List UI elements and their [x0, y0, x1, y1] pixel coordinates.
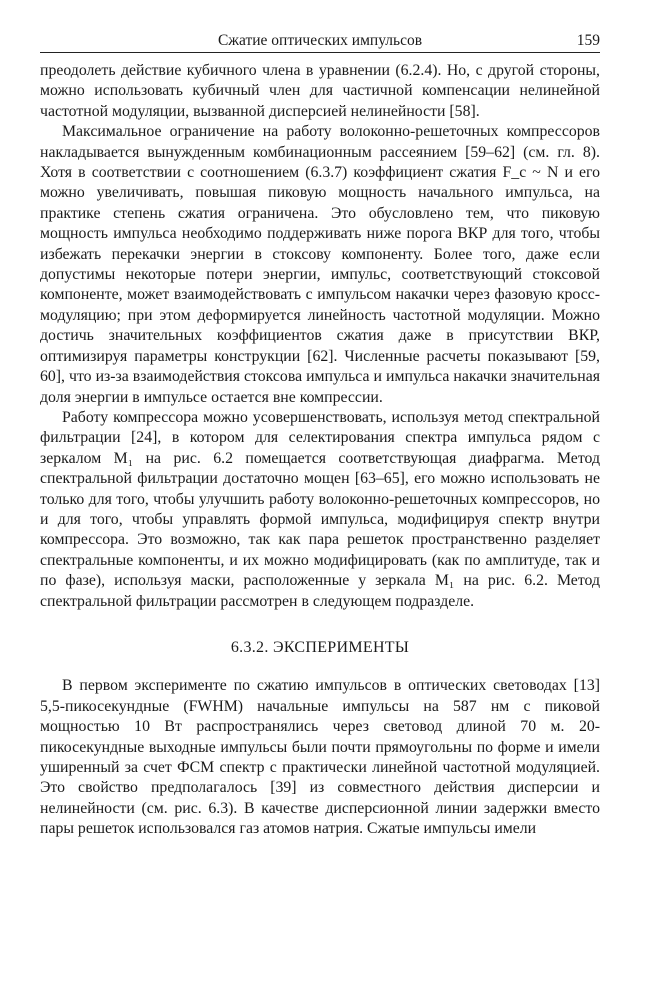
running-title: Сжатие оптических импульсов: [217, 32, 423, 49]
running-header: [40, 30, 600, 53]
paragraph-spectral-filtering: Работу компрессора можно усовершенствовать, используя метод спектральной фильтрации [24], в котором для селектирования спектра импульса рядом с зеркалом M₁ на рис. 6.2 помещается соответствующая диафрагма. Метод спектральной фильтрации достаточно мощен [63–65], его можно использовать не только для того, чтобы улучшить работу волоконно-решеточных компрессоров, но и для того, чтобы управлять формой импульса, модифицируя спектр внутри компрессора. Это возможно, так как пара решеток пространственно разделяет спектральные компоненты, и их можно модифицировать (как по амплитуде, так и по фазе), используя маски, расположенные у зеркала M₁ на рис. 6.2. Метод спектральной фильтрации рассмотрен в следующем подразделе.: [40, 408, 600, 610]
book-page: [40, 30, 600, 840]
paragraph-continuation: преодолеть действие кубичного члена в уравнении (6.2.4). Но, с другой стороны, можно использовать кубичный член для частичной компенсации нелинейной частотной модуляции, вызванной дисперсией нелинейности [58].: [40, 62, 600, 120]
paragraph-raman-limit: Максимальное ограничение на работу волоконно-решеточных компрессоров накладывается вынужденным комбинационным рассеянием [59–62] (см. гл. 8). Хотя в соответствии с соотношением (6.3.7) коэффициент сжатия F_c ~ N и его можно увеличивать, повышая пиковую мощность начального импульса, на практике степень сжатия ограничена. Это обусловлено тем, что пиковую мощность импульса необходимо поддерживать ниже порога ВКР для того, чтобы избежать перекачки энергии в стоксову компоненту. Более того, даже если допустимы некоторые потери энергии, импульс, соответствующий стоксовой компоненте, может взаимодействовать с импульсом накачки через фазовую кросс-модуляцию; при этом деформируется линейность частотной модуляции. Можно достичь значительных коэффициентов сжатия даже в присутствии ВКР, оптимизируя параметры конструкции [62]. Численные расчеты показывают [59, 60], что из-за взаимодействия стоксова импульса и импульса накачки значительная доля энергии в импульсе остается вне компрессии.: [40, 123, 600, 406]
page-number: 159: [576, 32, 600, 49]
paragraph-first-experiment: В первом эксперименте по сжатию импульсов в оптических световодах [13] 5,5-пикосекундные (FWHM) начальные импульсы на 587 нм с пиковой мощностью 10 Вт распространялись через световод длиной 70 м. 20-пикосекундные выходные импульсы были почти прямоугольны по форме и имели уширенный за счет ФСМ спектр с практически линейной частотной модуляцией. Это свойство предполагалось [39] из совместного действия дисперсии и нелинейности (см. рис. 6.3). В качестве дисперсионной линии задержки вместо пары решеток использовался газ атомов натрия. Сжатые импульсы имели: [40, 677, 600, 838]
page-body: [40, 61, 600, 840]
section-heading: 6.3.2. ЭКСПЕРИМЕНТЫ: [230, 638, 410, 656]
